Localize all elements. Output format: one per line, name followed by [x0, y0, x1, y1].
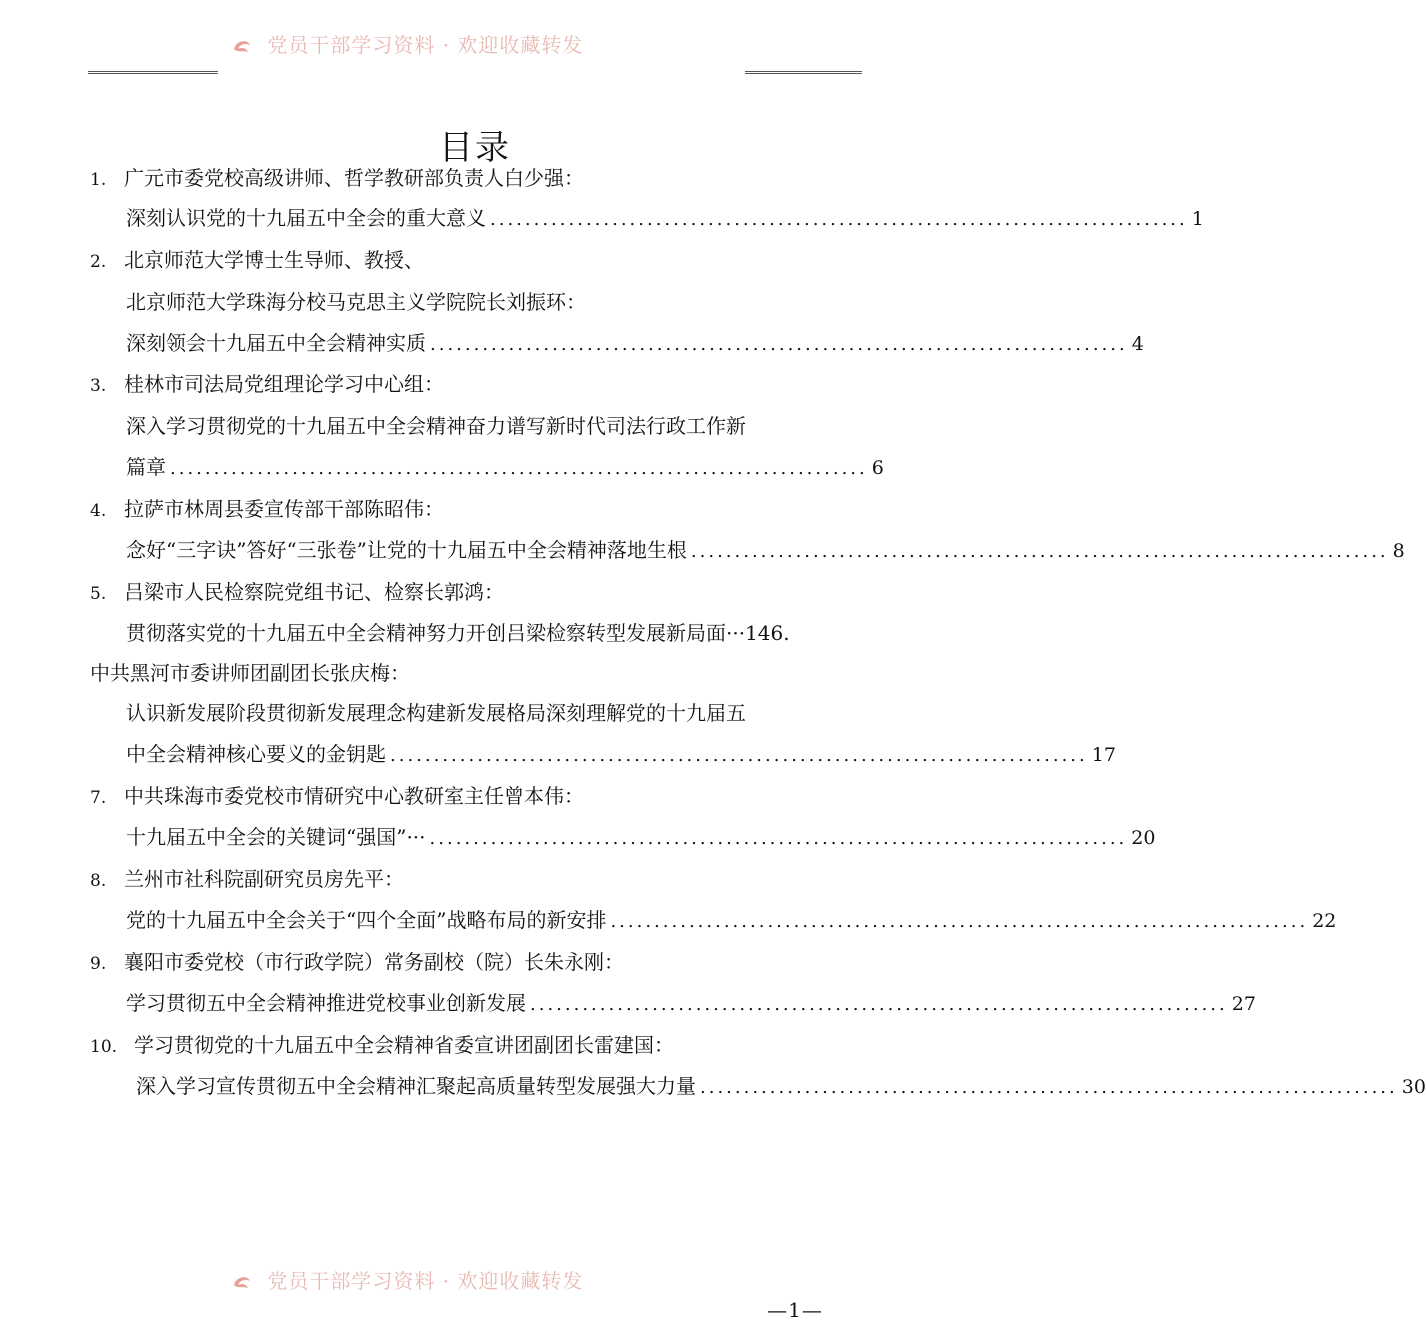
watermark-logo-icon [230, 35, 254, 59]
toc-entry-title: 学习贯彻五中全会精神推进党校事业创新发展 [126, 991, 526, 1015]
toc-entry-title: 中全会精神核心要义的金钥匙 [126, 742, 386, 766]
toc-entry-3-title[interactable] [90, 452, 884, 482]
toc-title: 目录 [439, 128, 511, 168]
header-rule-left [88, 71, 218, 74]
toc-entry-3-line[interactable]: 深入学习贯彻党的十九届五中全会精神奋力谱写新时代司法行政工作新 [126, 414, 746, 438]
toc-entry-title: 深入学习宣传贯彻五中全会精神汇聚起高质量转型发展强大力量 [136, 1074, 696, 1098]
toc-entry-heading: 学习贯彻党的十九届五中全会精神省委宣讲团副团长雷建国： [134, 1033, 674, 1057]
toc-entry-4-title[interactable] [90, 535, 1405, 565]
toc-entry-heading: 北京师范大学博士生导师、教授、 [124, 248, 424, 272]
toc-page-number: 8 [1392, 540, 1405, 562]
toc-entry-heading: 吕梁市人民检察院党组书记、检察长郭鸿： [124, 580, 504, 604]
toc-entry-title: 念好“三字诀”答好“三张卷”让党的十九届五中全会精神落地生根 [126, 538, 687, 562]
watermark-logo-icon [230, 1271, 254, 1295]
dot-leader: ................................................................................ [170, 458, 868, 479]
dot-leader: ................................................................................ [700, 1077, 1398, 1098]
toc-page-number: 4 [1131, 333, 1144, 355]
toc-entry-number: 5. [90, 584, 107, 604]
footer-watermark [230, 1262, 720, 1292]
toc-entry-2-line[interactable]: 北京师范大学珠海分校马克思主义学院院长刘振环： [126, 290, 586, 314]
toc-entry-1-title[interactable] [90, 203, 1204, 233]
toc-entry-7-heading[interactable] [90, 781, 862, 811]
toc-entry-number: 7. [90, 788, 107, 808]
watermark-text: 党员干部学习资料 · 欢迎收藏转发 [267, 1269, 584, 1293]
toc-entry-title: 深刻认识党的十九届五中全会的重大意义 [126, 206, 486, 230]
toc-entry-heading: 拉萨市林周县委宣传部干部陈昭伟： [124, 497, 444, 521]
dot-leader: ................................................................................ [490, 209, 1188, 230]
toc-page-number: 22 [1312, 910, 1337, 932]
toc-page-number: 6 [871, 457, 884, 479]
dot-leader: ................................................................................ [530, 994, 1228, 1015]
toc-entry-heading: 桂林市司法局党组理论学习中心组： [124, 372, 444, 396]
toc-entry-heading: 中共珠海市委党校市情研究中心教研室主任曾本伟： [124, 784, 584, 808]
toc-entry-number: 1. [90, 170, 107, 190]
toc-entry-number: 3. [90, 376, 107, 396]
toc-entry-number: 10. [90, 1037, 118, 1057]
toc-entry-8-heading[interactable] [90, 864, 862, 894]
toc-entry-6-line[interactable]: 认识新发展阶段贯彻新发展理念构建新发展格局深刻理解党的十九届五 [126, 701, 746, 725]
toc-entry-2-title[interactable] [90, 328, 1144, 358]
header-rule-right [745, 71, 862, 74]
header-watermark [230, 26, 720, 56]
toc-entry-heading: 襄阳市委党校（市行政学院）常务副校（院）长朱永刚： [124, 950, 624, 974]
toc-entry-10-title[interactable] [90, 1071, 1426, 1101]
toc-page-number: 1 [1191, 208, 1204, 230]
toc-entry-number: 8. [90, 871, 107, 891]
watermark-text: 党员干部学习资料 · 欢迎收藏转发 [267, 33, 584, 57]
toc-entry-number: 9. [90, 954, 107, 974]
toc-entry-5-title[interactable]: 贯彻落实党的十九届五中全会精神努力开创吕梁检察转型发展新局面···146. [126, 621, 790, 645]
toc-page-number: 27 [1231, 993, 1256, 1015]
toc-entry-7-title[interactable] [90, 822, 1156, 852]
toc-entry-6-heading[interactable]: 中共黑河市委讲师团副团长张庆梅： [90, 661, 410, 685]
toc-entry-4-heading[interactable] [90, 494, 862, 524]
toc-entry-heading: 兰州市社科院副研究员房先平： [124, 867, 404, 891]
toc-entry-title: 篇章 [126, 455, 166, 479]
toc-page-number: 30 [1401, 1076, 1426, 1098]
toc-entry-1-heading[interactable] [90, 163, 862, 193]
toc-entry-5-heading[interactable] [90, 577, 862, 607]
toc-entry-10-heading[interactable] [90, 1030, 862, 1060]
toc-entry-6-title[interactable] [90, 739, 1116, 769]
dot-leader: ................................................................................ [429, 828, 1128, 849]
toc-page-number: 20 [1131, 827, 1156, 849]
dot-leader: ................................................................................ [430, 334, 1128, 355]
toc-entry-9-heading[interactable] [90, 947, 862, 977]
toc-page-number: 17 [1091, 744, 1116, 766]
dot-leader: ................................................................................ [690, 541, 1389, 562]
page-number: —1— [767, 1298, 823, 1322]
dot-leader: ................................................................................ [610, 911, 1309, 932]
toc-entry-2-heading[interactable] [90, 245, 862, 275]
toc-entry-title: 深刻领会十九届五中全会精神实质 [126, 331, 426, 355]
toc-entry-title: 十九届五中全会的关键词“强国”··· [126, 825, 426, 849]
toc-entry-heading: 广元市委党校高级讲师、哲学教研部负责人白少强： [124, 166, 584, 190]
toc-entry-title: 党的十九届五中全会关于“四个全面”战略布局的新安排 [126, 908, 607, 932]
toc-entry-9-title[interactable] [90, 988, 1256, 1018]
toc-entry-number: 4. [90, 501, 107, 521]
toc-entry-number: 2. [90, 252, 107, 272]
toc-entry-3-heading[interactable] [90, 369, 862, 399]
dot-leader: ................................................................................ [390, 745, 1088, 766]
toc-entry-8-title[interactable] [90, 905, 1337, 935]
